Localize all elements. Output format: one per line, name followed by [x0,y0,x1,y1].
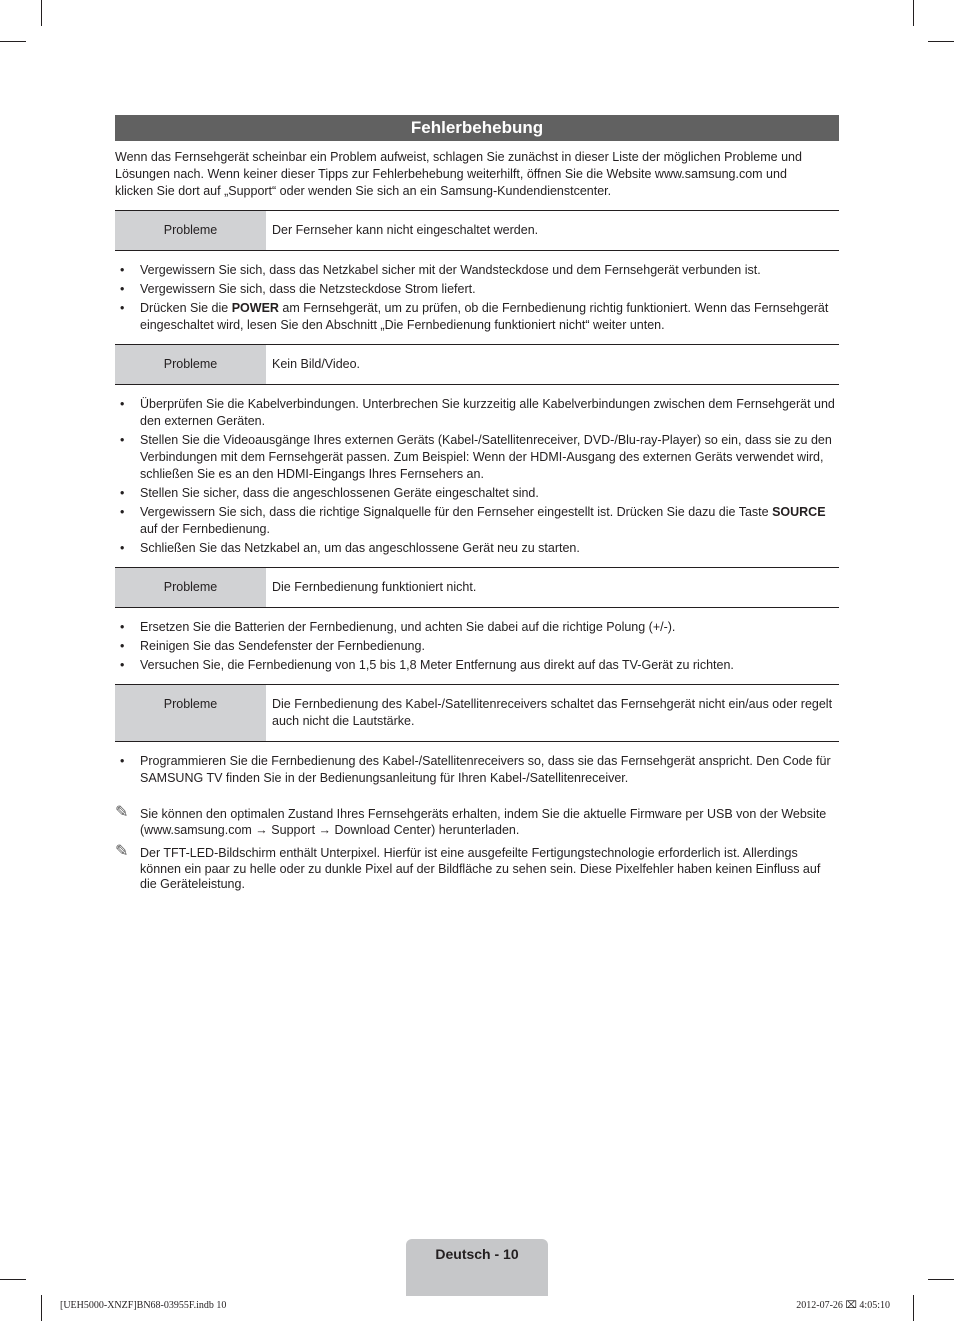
note-item: ✎ Der TFT-LED-Bildschirm enthält Unterpixel. Hierfür ist eine ausgefeilte Fertigungstechnologie erforderlich ist. Allerdings können ein paar zu helle oder zu dunkle Pixel auf der Bildfläche zu sehen sein. Diese Pixelfehler haben keinen Einfluss auf die Geräteleistung. [115,843,821,891]
solution-item: • Versuchen Sie, die Fernbedienung von 1,5 bis 1,8 Meter Entfernung aus direkt auf das TV-Gerät zu richten. [115,657,839,674]
problem-description: Der Fernseher kann nicht eingeschaltet werden. [272,223,539,237]
problem-label: Probleme [115,211,266,250]
pencil-note-icon: ✎ [115,804,129,821]
problem-table [115,567,839,608]
page-label: Deutsch - 10 [435,1246,519,1262]
solution-list [115,396,839,557]
solution-list [115,753,839,787]
crop-mark [41,0,42,26]
note-item: ✎ Sie können den optimalen Zustand Ihres Fernsehgeräts erhalten, indem Sie die aktuelle Firmware per USB von der Website (www.samsung.com → Support → Download Center) herunterladen. [115,804,827,837]
problem-table [115,210,839,251]
crop-mark [0,41,26,42]
solution-item: • Stellen Sie sicher, dass die angeschlossenen Geräte eingeschaltet sind. [115,485,839,502]
solution-item: • Ersetzen Sie die Batterien der Fernbedienung, und achten Sie dabei auf die richtige Polung (+/-). [115,619,839,636]
solution-item: • Stellen Sie die Videoausgänge Ihres externen Geräts (Kabel-/Satellitenreceiver, DVD-/Blu-ray-Player) so ein, dass sie zu den Verbindungen mit dem Fernsehgerät passen. Zum Beispiel: Wenn der HDMI-Ausgang des externen Geräts verwendet wird, schließen Sie es an den HDMI-Eingangs Ihres Fernsehers an. [115,432,839,483]
problem-label: Probleme [115,568,266,607]
problem-label: Probleme [115,685,266,741]
problem-description: Die Fernbedienung funktioniert nicht. [272,580,477,594]
solution-list [115,619,839,674]
crop-mark [928,1279,954,1280]
solution-item: • Programmieren Sie die Fernbedienung des Kabel-/Satellitenreceivers so, dass sie das Fernsehgerät anspricht. Den Code für SAMSUNG TV finden Sie in der Bedienungsanleitung für Ihren Kabel-/Satellitenreceiver. [115,753,839,787]
page-number-tab [406,1239,548,1296]
solution-item: • Reinigen Sie das Sendefenster der Fernbedienung. [115,638,839,655]
problem-description: Kein Bild/Video. [272,357,361,371]
problem-description: Die Fernbedienung des Kabel-/Satellitenreceivers schaltet das Fernsehgerät nicht ein/aus oder regelt auch nicht die Lautstärke. [272,697,833,728]
solution-item: • Drücken Sie die POWER am Fernsehgerät, um zu prüfen, ob die Fernbedienung richtig funktioniert. Wenn das Fernsehgerät eingeschaltet wird, lesen Sie den Abschnitt „Die Fernbedienung funktioniert nicht“ weiter unten. [115,300,839,334]
page-content [115,115,839,901]
solution-item: • Vergewissern Sie sich, dass das Netzkabel sicher mit der Wandsteckdose und dem Fernsehgerät verbunden ist. [115,262,839,279]
pencil-note-icon: ✎ [115,843,129,860]
solution-item: • Schließen Sie das Netzkabel an, um das angeschlossene Gerät neu zu starten. [115,540,839,557]
crop-mark [928,41,954,42]
notes [115,804,839,893]
problem-label: Probleme [115,345,266,384]
crop-mark [913,1295,914,1321]
crop-mark [0,1279,26,1280]
solution-item: • Vergewissern Sie sich, dass die Netzsteckdose Strom liefert. [115,281,839,298]
solution-item: • Vergewissern Sie sich, dass die richtige Signalquelle für den Fernseher eingestellt ist. Drücken Sie dazu die Taste SOURCE auf der Fernbedienung. [115,504,839,538]
solution-item: • Überprüfen Sie die Kabelverbindungen. Unterbrechen Sie kurzzeitig alle Kabelverbindungen zwischen dem Fernsehgerät und den externen Geräten. [115,396,839,430]
problem-table [115,344,839,385]
print-timestamp: 2012-07-26 ⌧ 4:05:10 [796,1300,890,1311]
solution-list [115,262,839,334]
crop-mark [41,1295,42,1321]
print-file-info: [UEH5000-XNZF]BN68-03955F.indb 10 [60,1300,227,1311]
intro-paragraph: Wenn das Fernsehgerät scheinbar ein Problem aufweist, schlagen Sie zunächst in dieser Liste der möglichen Probleme und Lösungen nach. Wenn keiner dieser Tipps zur Fehlerbehebung weiterhilft, öffnen Sie die Website www.samsung.com und klicken Sie dort auf „Support“ oder wenden Sie sich an ein Samsung-Kundendienstcenter. [115,150,802,198]
section-title: Fehlerbehebung [115,115,839,141]
crop-mark [913,0,914,26]
problem-table [115,684,839,742]
